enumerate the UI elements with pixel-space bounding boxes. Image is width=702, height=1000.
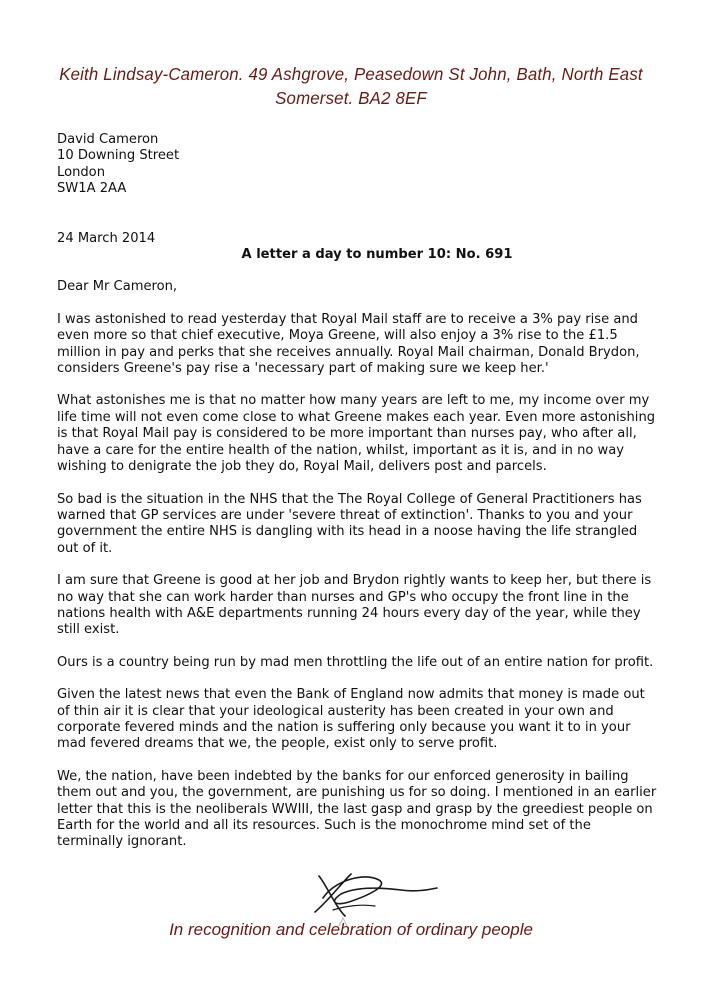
recipient-postcode: SW1A 2AA: [57, 181, 127, 197]
salutation: Dear Mr Cameron,: [57, 279, 178, 295]
paragraph: We, the nation, have been indebted by the banks for our enforced generosity in bailing them out and you, the government, are punishing us for so doing. I mentioned in an earlier letter that this is the neoliberals WWIII, the last gasp and grasp by the greediest people on Earth for the world and all its resources. Such is the monochrome mind set of the terminally ignorant.: [57, 768, 657, 850]
paragraph: I was astonished to read yesterday that Royal Mail staff are to receive a 3% pay rise and even more so that chief executive, Moya Greene, will also enjoy a 3% rise to the £1.5 million in pay and perks that she receives annually. Royal Mail chairman, Donald Brydon, considers Greene's pay rise a 'necessary part of making sure we keep her.': [57, 311, 640, 377]
recipient-city: London: [57, 164, 105, 180]
letter-body: [57, 132, 657, 851]
footer-tagline: In recognition and celebration of ordinary people: [169, 920, 533, 939]
paragraph: Given the latest news that even the Bank of England now admits that money is made out of thin air it is clear that your ideological austerity has been created in your own and corporate fevered minds and the nation is suffering only because you want it to in your mad fevered dreams that we, the people, exist only to serve profit.: [57, 687, 645, 752]
paragraph: I am sure that Greene is good at her job and Brydon rightly wants to keep her, but there is no way that she can work harder than nurses and GP's who occupy the front line in the nations health with A&E departments running 24 hours every day of the year, while they still exist.: [57, 573, 652, 638]
paragraph: Ours is a country being run by mad men throttling the life out of an entire nation for profit.: [57, 654, 654, 670]
letterhead: [52, 62, 649, 110]
letter-subject: A letter a day to number 10: No. 691: [241, 247, 513, 263]
letter-date: 24 March 2014: [57, 230, 156, 246]
letterhead-line-1: Keith Lindsay-Cameron. 49 Ashgrove, Peasedown St John, Bath, North East: [59, 64, 643, 84]
recipient-address: [57, 132, 657, 198]
recipient-street: 10 Downing Street: [57, 148, 180, 164]
letterhead-line-2: Somerset. BA2 8EF: [275, 88, 427, 108]
paragraph: So bad is the situation in the NHS that the The Royal College of General Practitioners has warned that GP services are under 'severe threat of extinction'. Thanks to you and your government the entire NHS is dangling with its head in a noose having the life strangled out of it.: [57, 491, 642, 556]
paragraph: What astonishes me is that no matter how many years are left to me, my income over my life time will not even come close to what Greene makes each year. Even more astonishing is that Royal Mail pay is considered to be more important than nurses pay, who after all, have a care for the entire health of the nation, whilst, important as it is, and in no way wishing to denigrate the job they do, Royal Mail, delivers post and parcels.: [57, 393, 656, 475]
recipient-name: David Cameron: [57, 132, 159, 147]
